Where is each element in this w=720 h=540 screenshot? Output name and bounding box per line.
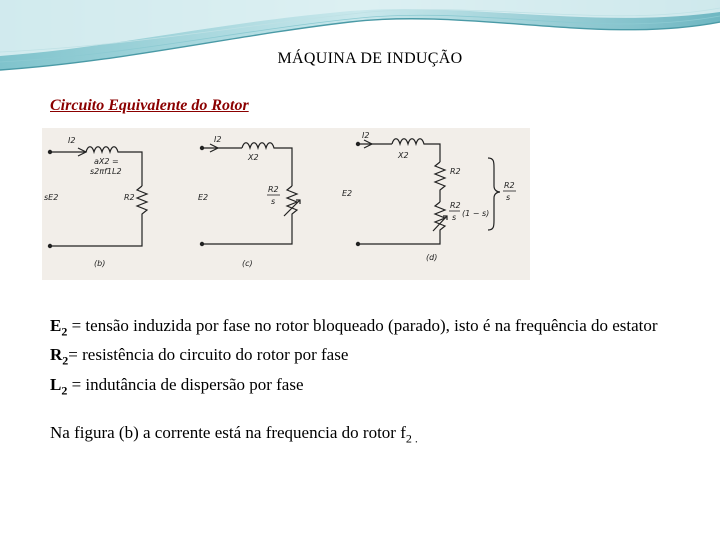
reactance-label-b-bottom: s2πf1L2: [90, 167, 122, 176]
reactance-label-b-top: aX2 =: [94, 157, 119, 166]
rotor-equivalent-circuit-figure: [42, 128, 530, 280]
symbol-e-sub: 2: [61, 324, 68, 339]
note-sub: 2 .: [405, 431, 418, 446]
definition-e2-text: = tensão induzida por fase no rotor bloqueado (parado), isto é na frequência do estator: [67, 316, 658, 335]
total-label-d-num: R2: [504, 181, 515, 190]
current-label-b: I2: [68, 136, 76, 145]
symbol-r-sub: 2: [62, 353, 69, 368]
circuit-panel-d: [356, 139, 500, 246]
section-subtitle: Circuito Equivalente do Rotor: [50, 97, 249, 114]
reactance-label-d: X2: [398, 151, 409, 160]
symbol-r: R: [50, 345, 63, 365]
source-label-d: E2: [342, 189, 353, 198]
definitions-text: [50, 314, 690, 451]
symbol-e: E: [50, 316, 62, 335]
reactance-label-c: X2: [248, 153, 259, 162]
definition-l2-text: = indutância de dispersão por fase: [67, 374, 304, 394]
resistance-label-c-den: s: [271, 197, 276, 206]
symbol-l-sub: 2: [61, 383, 68, 398]
load-label-d-den: s: [452, 213, 457, 222]
symbol-l: L: [50, 374, 62, 394]
slide-title: MÁQUINA DE INDUÇÃO: [277, 50, 463, 67]
circuit-diagrams: [42, 128, 530, 280]
total-label-d-den: s: [506, 193, 511, 202]
source-label-b: sE2: [44, 193, 59, 202]
note-paragraph: [50, 421, 690, 450]
current-label-d: I2: [362, 131, 370, 140]
panel-caption-c: (c): [242, 259, 253, 268]
current-label-c: I2: [214, 135, 222, 144]
definition-e2: [50, 314, 690, 343]
definition-r2: [50, 343, 690, 372]
note-text: Na figura (b) a corrente está na frequencia do rotor f: [50, 423, 406, 443]
load-factor-label-d: (1 − s): [462, 209, 490, 218]
resistance-label-b: R2: [124, 193, 135, 202]
source-label-c: E2: [198, 193, 209, 202]
resistance-label-c-num: R2: [268, 185, 279, 194]
definition-r2-text: = resistência do circuito do rotor por fase: [68, 345, 349, 365]
panel-caption-b: (b): [94, 259, 106, 268]
load-label-d-num: R2: [450, 201, 461, 210]
definition-l2: [50, 373, 690, 402]
panel-caption-d: (d): [426, 253, 438, 262]
header-wave-banner: [0, 0, 720, 80]
resistance-label-d: R2: [450, 167, 461, 176]
